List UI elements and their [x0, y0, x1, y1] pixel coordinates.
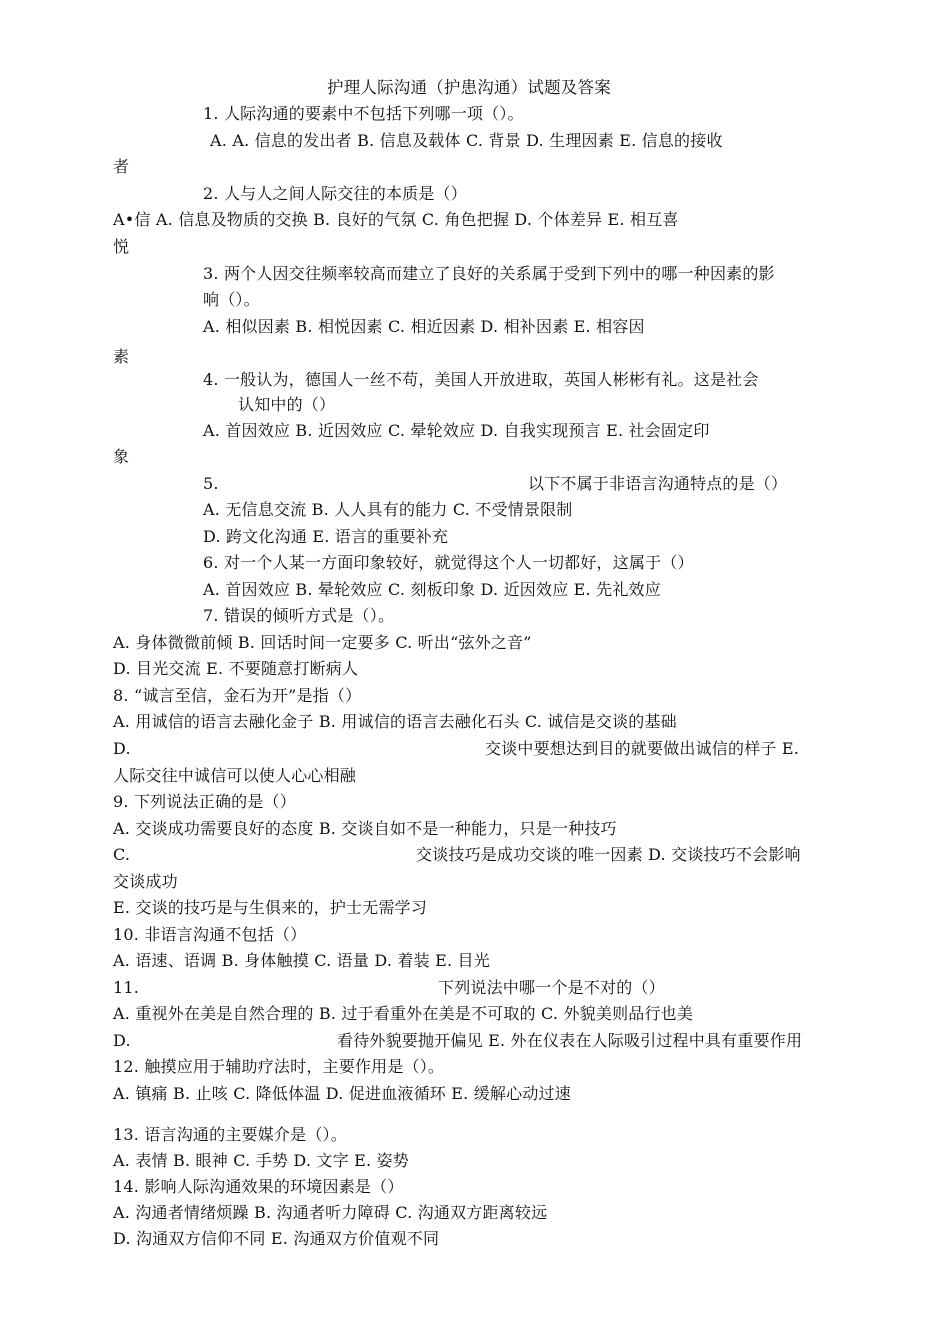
question-4-options: A. 首因效应 B. 近因效应 C. 晕轮效应 D. 自我实现预言 E. 社会固定印 [203, 421, 710, 440]
question-5-number: 5. [203, 474, 219, 493]
question-7-options: A. 身体微微前倾 B. 回话时间一定要多 C. 听出“弦外之音” [113, 633, 532, 652]
question-1-options-cont: 者 [113, 157, 130, 176]
question-5-text: 以下不属于非语言沟通特点的是（） [528, 474, 788, 493]
question-8-options: A. 用诚信的语言去融化金子 B. 用诚信的语言去融化石头 C. 诚信是交谈的基础 [113, 712, 677, 731]
question-8: 8. “诚言至信，金石为开”是指（） [113, 686, 362, 705]
question-3-options-cont: 素 [113, 347, 130, 366]
question-3-cont: 响（）。 [203, 290, 260, 309]
question-14: 14. 影响人际沟通效果的环境因素是（） [113, 1177, 404, 1196]
question-11-option-d: 看待外貌要抛开偏见 E. 外在仪表在人际吸引过程中具有重要作用 [337, 1031, 803, 1050]
question-4: 4. 一般认为，德国人一丝不苟，美国人开放进取，英国人彬彬有礼。这是社会 [203, 370, 759, 389]
question-10-options: A. 语速、语调 B. 身体触摸 C. 语量 D. 着装 E. 目光 [113, 951, 490, 970]
question-6-options: A. 首因效应 B. 晕轮效应 C. 刻板印象 D. 近因效应 E. 先礼效应 [203, 580, 661, 599]
question-9-option-d-cont: 交谈成功 [113, 872, 178, 891]
question-1-options: A. A. 信息的发出者 B. 信息及载体 C. 背景 D. 生理因素 E. 信息的接收 [210, 131, 723, 150]
question-11-number: 11. [113, 978, 140, 997]
question-14-options-cont: D. 沟通双方信仰不同 E. 沟通双方价值观不同 [113, 1229, 440, 1248]
question-12-options: A. 镇痛 B. 止咳 C. 降低体温 D. 促进血液循环 E. 缓解心动过速 [113, 1084, 571, 1103]
question-4-cont: 认知中的（） [238, 395, 336, 414]
question-5-options: A. 无信息交流 B. 人人具有的能力 C. 不受情景限制 [203, 500, 573, 519]
question-9-option-e: E. 交谈的技巧是与生俱来的，护士无需学习 [113, 898, 428, 917]
question-4-options-cont: 象 [113, 447, 130, 466]
question-11-option-d-label: D. [113, 1031, 131, 1050]
question-8-option-d-label: D. [113, 739, 131, 758]
question-9-option-c-label: C. [113, 845, 131, 864]
question-6: 6. 对一个人某一方面印象较好，就觉得这个人一切都好，这属于（） [203, 553, 694, 572]
question-1: 1. 人际沟通的要素中不包括下列哪一项（）。 [203, 104, 524, 123]
question-13-options: A. 表情 B. 眼神 C. 手势 D. 文字 E. 姿势 [113, 1151, 409, 1170]
question-8-option-e: 人际交往中诚信可以使人心心相融 [113, 766, 357, 785]
question-2: 2. 人与人之间人际交往的本质是（） [203, 184, 467, 203]
page-title: 护理人际沟通（护患沟通）试题及答案 [327, 78, 611, 97]
question-12: 12. 触摸应用于辅助疗法时，主要作用是（）。 [113, 1057, 445, 1076]
question-11-text: 下列说法中哪一个是不对的（） [438, 978, 665, 997]
question-2-options-cont: 悦 [113, 237, 130, 256]
question-2-options: A•信 A. 信息及物质的交换 B. 良好的气氛 C. 角色把握 D. 个体差异 E. 相互喜 [113, 210, 679, 229]
question-3-options: A. 相似因素 B. 相悦因素 C. 相近因素 D. 相补因素 E. 相容因 [203, 317, 645, 336]
question-9: 9. 下列说法正确的是（） [113, 792, 296, 811]
question-13: 13. 语言沟通的主要媒介是（）。 [113, 1125, 347, 1144]
question-14-options: A. 沟通者情绪烦躁 B. 沟通者听力障碍 C. 沟通双方距离较远 [113, 1203, 548, 1222]
question-5-options-cont: D. 跨文化沟通 E. 语言的重要补充 [203, 527, 449, 546]
question-8-option-d: 交谈中要想达到目的就要做出诚信的样子 E. [485, 739, 800, 758]
question-9-options: A. 交谈成功需要良好的态度 B. 交谈自如不是一种能力，只是一种技巧 [113, 819, 617, 838]
question-7-options-cont: D. 目光交流 E. 不要随意打断病人 [113, 659, 359, 678]
question-9-option-c: 交谈技巧是成功交谈的唯一因素 D. 交谈技巧不会影响 [416, 845, 801, 864]
question-7: 7. 错误的倾听方式是（）。 [203, 606, 395, 625]
question-3: 3. 两个人因交往频率较高而建立了良好的关系属于受到下列中的哪一种因素的影 [203, 264, 775, 283]
question-10: 10. 非语言沟通不包括（） [113, 925, 307, 944]
question-11-options: A. 重视外在美是自然合理的 B. 过于看重外在美是不可取的 C. 外貌美则品行也美 [113, 1004, 694, 1023]
